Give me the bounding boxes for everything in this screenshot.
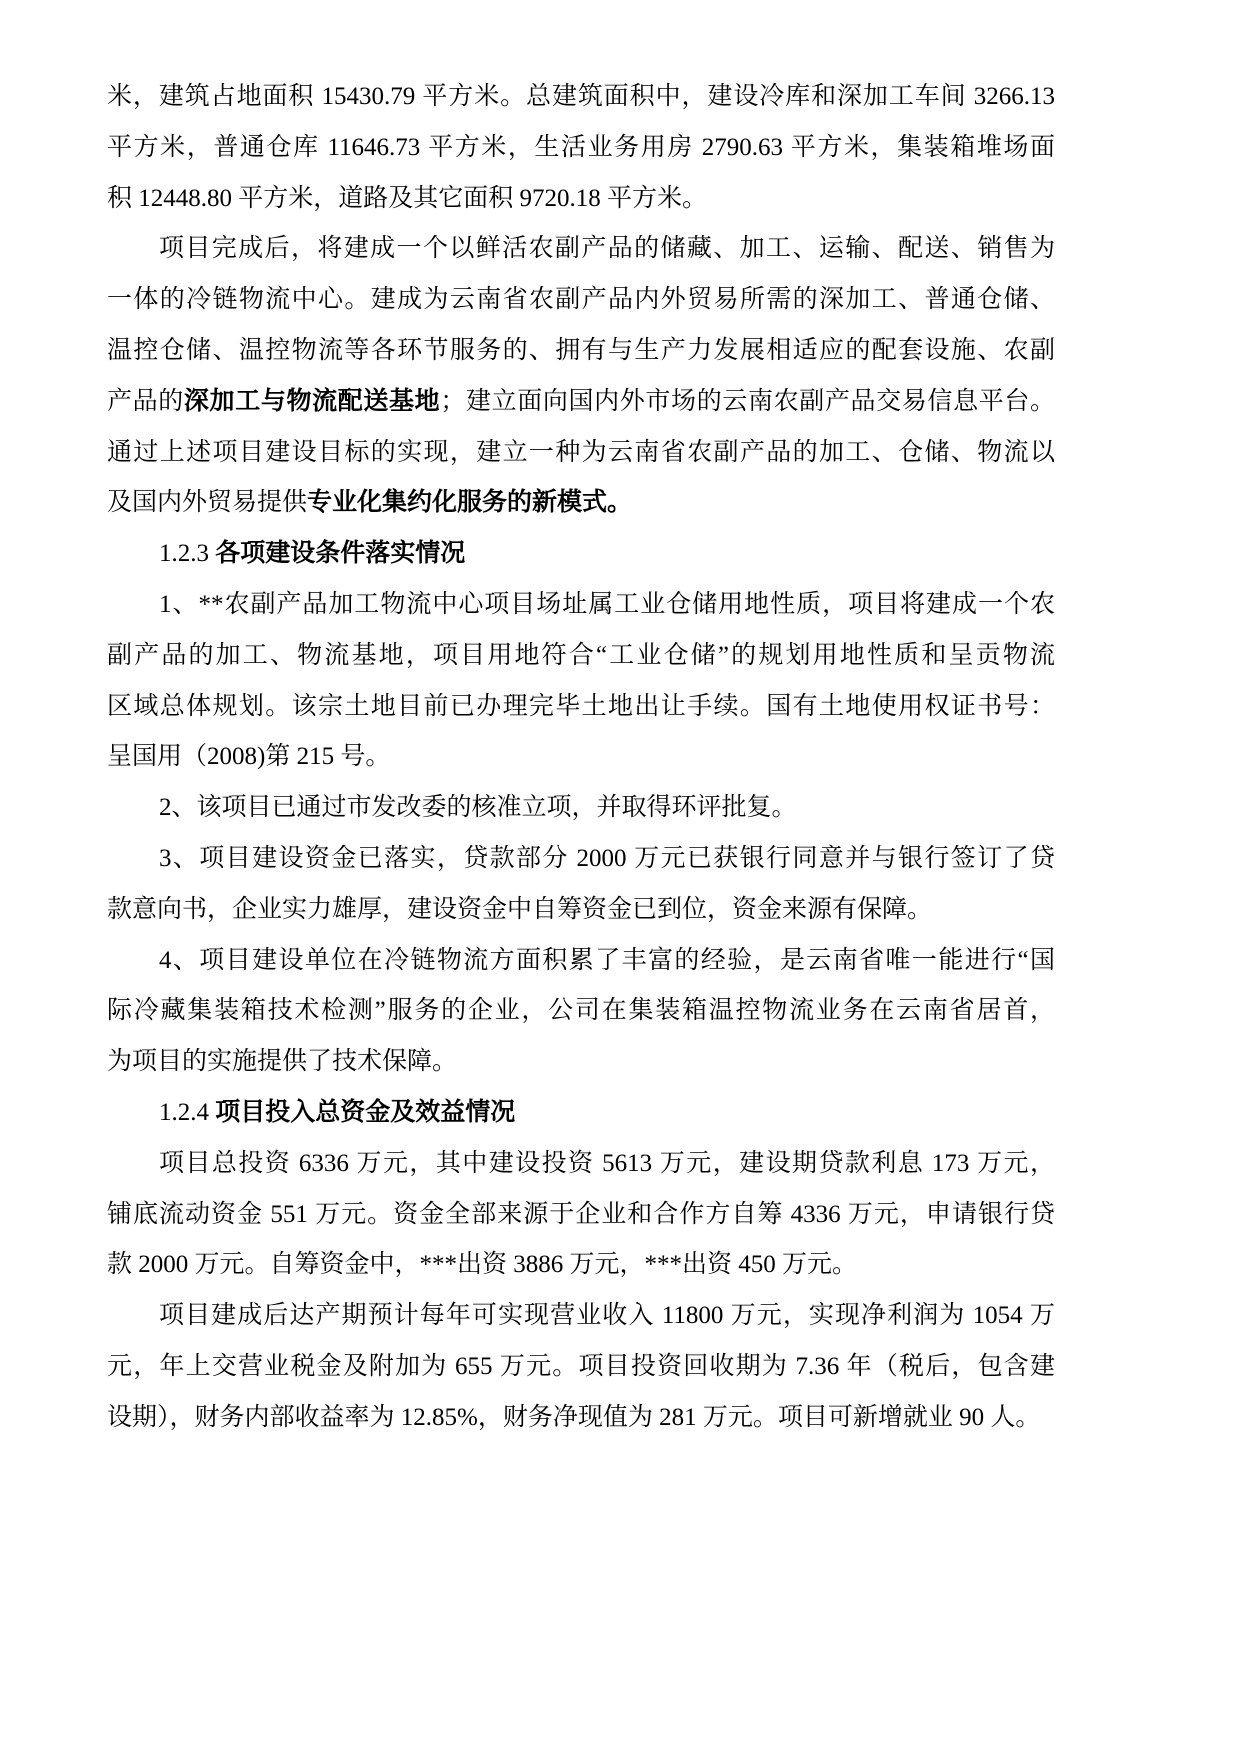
paragraph-item-2 <box>107 783 1055 834</box>
document-body <box>107 72 1055 1444</box>
section-title: 各项建设条件落实情况 <box>215 540 466 568</box>
text-line: 积 12448.80 平方米，道路及其它面积 9720.18 平方米。 <box>107 184 708 212</box>
text-line: 铺底流动资金 551 万元。资金全部来源于企业和合作方自筹 4336 万元，申请银行贷 <box>107 1200 1055 1228</box>
section-number: 1.2.3 <box>159 540 209 568</box>
text-line: 呈国用（2008)第 215 号。 <box>107 743 391 771</box>
paragraph-item-1 <box>107 580 1055 783</box>
text-line: 项目建成后达产期预计每年可实现营业收入 11800 万元，实现净利润为 1054 万 <box>159 1302 1055 1330</box>
text-line: 区域总体规划。该宗土地目前已办理完毕土地出让手续。国有土地使用权证书号： <box>107 692 1055 720</box>
section-number: 1.2.4 <box>159 1098 209 1126</box>
text-line: 温控仓储、温控物流等各环节服务的、拥有与生产力发展相适应的配套设施、农副 <box>107 336 1055 364</box>
text-segment: 及国内外贸易提供 <box>107 489 308 517</box>
text-line: 通过上述项目建设目标的实现，建立一种为云南省农副产品的加工、仓储、物流以 <box>107 438 1055 466</box>
text-line: 3、项目建设资金已落实，贷款部分 2000 万元已获银行同意并与银行签订了贷 <box>159 844 1055 872</box>
bold-text: 深加工与物流配送基地 <box>183 387 441 415</box>
text-line: 为项目的实施提供了技术保障。 <box>107 1048 458 1076</box>
text-line <box>107 377 1055 428</box>
text-line: 际冷藏集装箱技术检测”服务的企业，公司在集装箱温控物流业务在云南省居首， <box>107 997 1055 1025</box>
paragraph-item-3 <box>107 834 1055 936</box>
text-line: 米，建筑占地面积 15430.79 平方米。总建筑面积中，建设冷库和深加工车间 3266.13 <box>107 83 1055 110</box>
text-line: 元，年上交营业税金及附加为 655 万元。项目投资回收期为 7.36 年（税后，包含建 <box>107 1352 1055 1380</box>
text-line: 2、该项目已通过市发改委的核准立项，并取得环评批复。 <box>159 794 797 822</box>
paragraph-building-area <box>107 72 1055 224</box>
text-line: 一体的冷链物流中心。建成为云南省农副产品内外贸易所需的深加工、普通仓储、 <box>107 286 1055 314</box>
paragraph-project-goal <box>107 224 1055 529</box>
text-line: 款意向书，企业实力雄厚，建设资金中自筹资金已到位，资金来源有保障。 <box>107 895 933 923</box>
text-line: 1、**农副产品加工物流中心项目场址属工业仓储用地性质，项目将建成一个农 <box>159 590 1055 618</box>
text-line: 副产品的加工、物流基地，项目用地符合“工业仓储”的规划用地性质和呈贡物流 <box>107 641 1055 669</box>
text-line: 4、项目建设单位在冷链物流方面积累了丰富的经验，是云南省唯一能进行“国 <box>159 946 1055 974</box>
text-segment: ；建立面向国内外市场的云南农副产品交易信息平台。 <box>440 387 1055 415</box>
paragraph-investment <box>107 1139 1055 1291</box>
text-line: 项目总投资 6336 万元，其中建设投资 5613 万元，建设期贷款利息 173 万元， <box>159 1149 1055 1177</box>
paragraph-benefits <box>107 1291 1055 1443</box>
text-line: 项目完成后，将建成一个以鲜活农副产品的储藏、加工、运输、配送、销售为 <box>159 235 1055 263</box>
section-heading <box>107 529 1055 580</box>
section-heading <box>107 1088 1055 1139</box>
text-line: 款 2000 万元。自筹资金中，***出资 3886 万元，***出资 450 万元。 <box>107 1251 858 1279</box>
text-line: 平方米，普通仓库 11646.73 平方米，生活业务用房 2790.63 平方米，集装箱堆场面 <box>107 133 1055 161</box>
section-title: 项目投入总资金及效益情况 <box>215 1098 516 1126</box>
paragraph-item-4 <box>107 936 1055 1088</box>
text-line: 设期），财务内部收益率为 12.85%，财务净现值为 281 万元。项目可新增就业 90 人。 <box>107 1403 1041 1431</box>
text-segment: 产品的 <box>107 387 184 415</box>
text-line <box>107 478 1055 529</box>
bold-text: 专业化集约化服务的新模式。 <box>307 489 633 517</box>
